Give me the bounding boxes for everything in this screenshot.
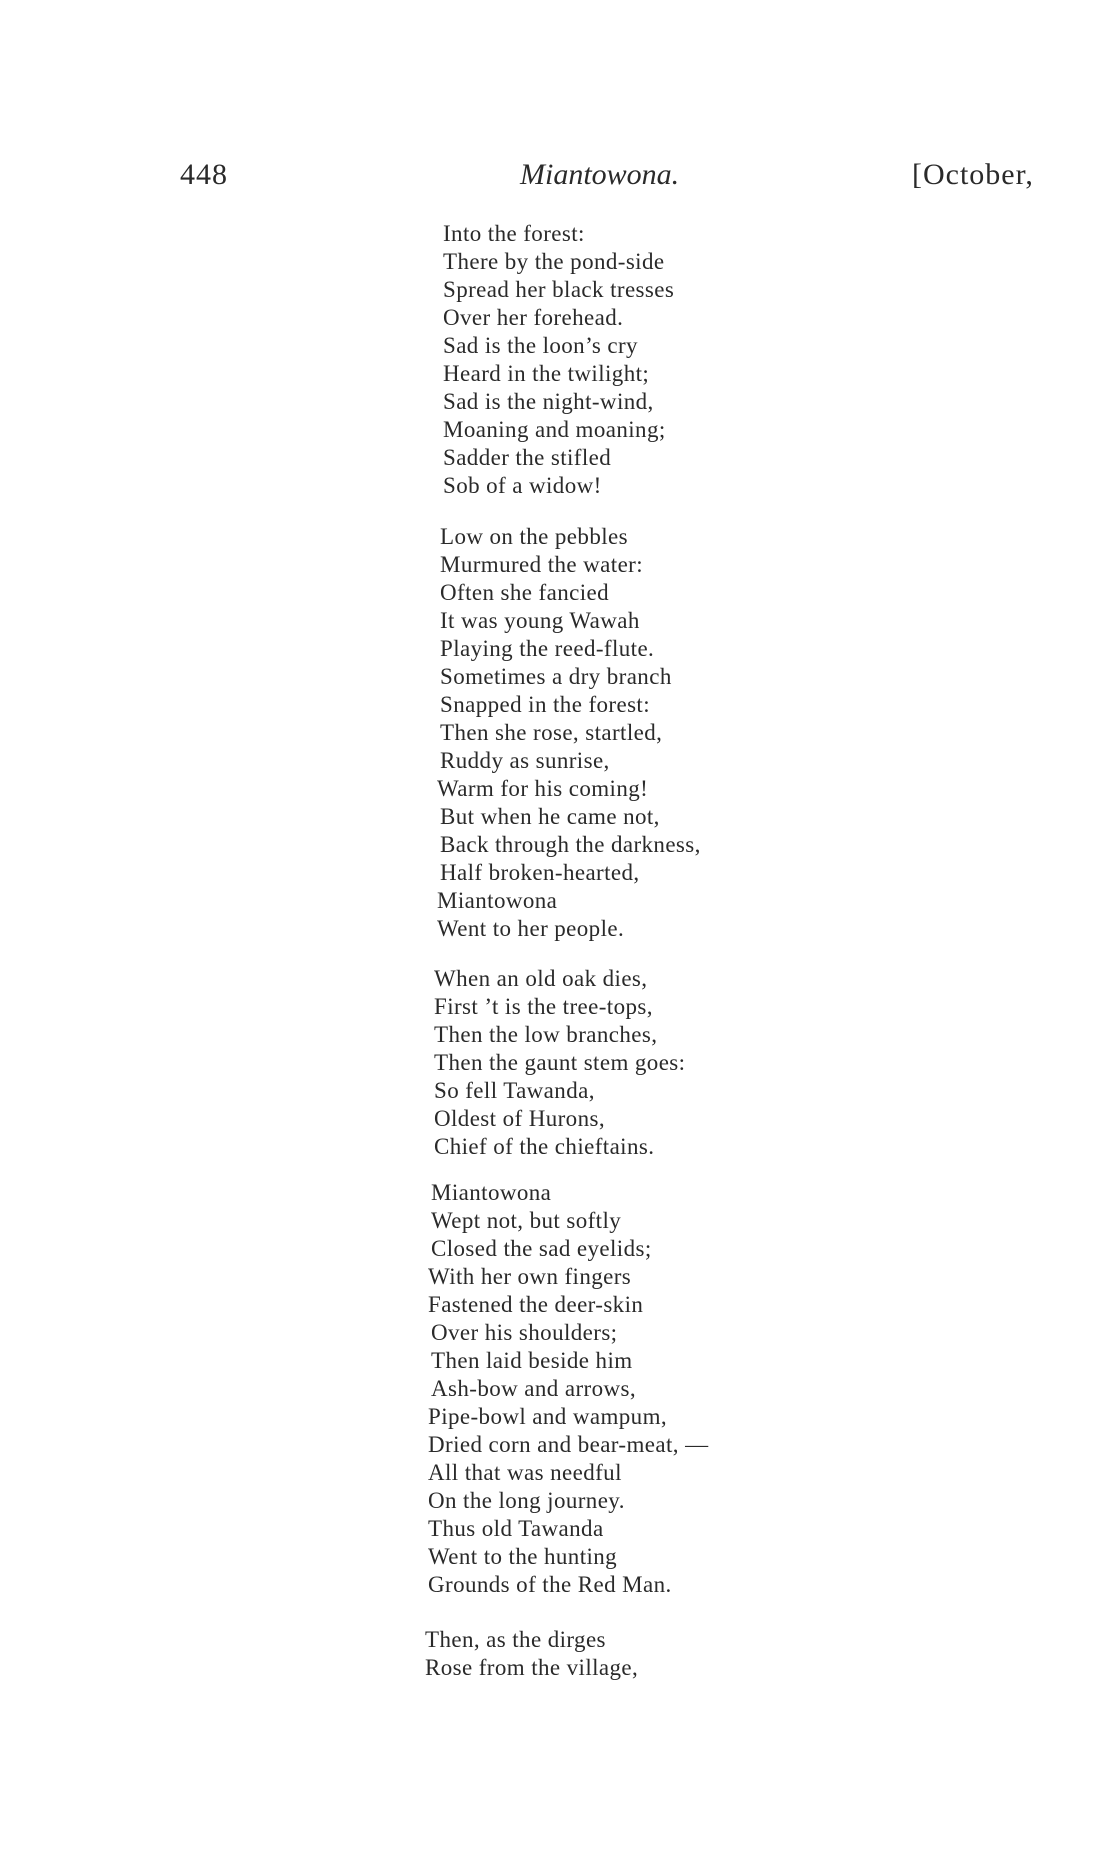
verse-line: Oldest of Hurons,: [434, 1106, 605, 1131]
verse-line: Pipe-bowl and wampum,: [428, 1404, 668, 1429]
verse-line: Snapped in the forest:: [440, 692, 651, 717]
verse-line: Half broken-hearted,: [440, 860, 640, 885]
verse-line: Low on the pebbles: [440, 524, 628, 549]
verse-line: Moaning and moaning;: [443, 417, 666, 442]
verse-line: Then she rose, startled,: [440, 720, 663, 745]
verse-line: Grounds of the Red Man.: [428, 1572, 672, 1597]
running-month: [October,: [912, 158, 1034, 191]
verse-line: Often she fancied: [440, 580, 610, 605]
verse-line: It was young Wawah: [440, 608, 640, 633]
verse-line: All that was needful: [428, 1460, 622, 1485]
verse-line: Went to the hunting: [428, 1544, 618, 1569]
verse-line: Rose from the village,: [425, 1655, 639, 1680]
verse-line: Then the gaunt stem goes:: [434, 1050, 686, 1075]
page-number: 448: [180, 158, 228, 191]
verse-line: Spread her black tresses: [443, 277, 675, 302]
verse-line: Then laid beside him: [431, 1348, 633, 1373]
verse-line: When an old oak dies,: [434, 966, 648, 991]
verse-line: On the long journey.: [428, 1488, 625, 1513]
verse-line: Sadder the stifled: [443, 445, 612, 470]
verse-line: Warm for his coming!: [437, 776, 649, 801]
verse-line: Fastened the deer-skin: [428, 1292, 644, 1317]
verse-line: Playing the reed-flute.: [440, 636, 655, 661]
verse-line: Miantowona: [431, 1180, 552, 1205]
verse-line: Murmured the water:: [440, 552, 644, 577]
verse-line: Thus old Tawanda: [428, 1516, 604, 1541]
verse-line: Over her forehead.: [443, 305, 624, 330]
verse-line: Ruddy as sunrise,: [440, 748, 610, 773]
verse-line: Miantowona: [437, 888, 558, 913]
verse-line: Into the forest:: [443, 221, 585, 246]
running-title: Miantowona.: [520, 158, 680, 191]
verse-line: Chief of the chieftains.: [434, 1134, 655, 1159]
verse-line: With her own fingers: [428, 1264, 632, 1289]
verse-line: First ’t is the tree-tops,: [434, 994, 653, 1019]
verse-line: Sob of a widow!: [443, 473, 602, 498]
verse-line: Dried corn and bear-meat, —: [428, 1432, 709, 1457]
verse-line: Sometimes a dry branch: [440, 664, 672, 689]
verse-line: Back through the darkness,: [440, 832, 701, 857]
verse-line: Sad is the night-wind,: [443, 389, 654, 414]
verse-line: Ash-bow and arrows,: [431, 1376, 636, 1401]
verse-line: Heard in the twilight;: [443, 361, 650, 386]
verse-line: So fell Tawanda,: [434, 1078, 595, 1103]
verse-line: Went to her people.: [437, 916, 625, 941]
verse-line: There by the pond-side: [443, 249, 665, 274]
verse-line: Over his shoulders;: [431, 1320, 618, 1345]
verse-line: Wept not, but softly: [431, 1208, 622, 1233]
verse-line: But when he came not,: [440, 804, 660, 829]
verse-line: Closed the sad eyelids;: [431, 1236, 652, 1261]
verse-line: Sad is the loon’s cry: [443, 333, 638, 358]
verse-line: Then, as the dirges: [425, 1627, 606, 1652]
verse-line: Then the low branches,: [434, 1022, 658, 1047]
